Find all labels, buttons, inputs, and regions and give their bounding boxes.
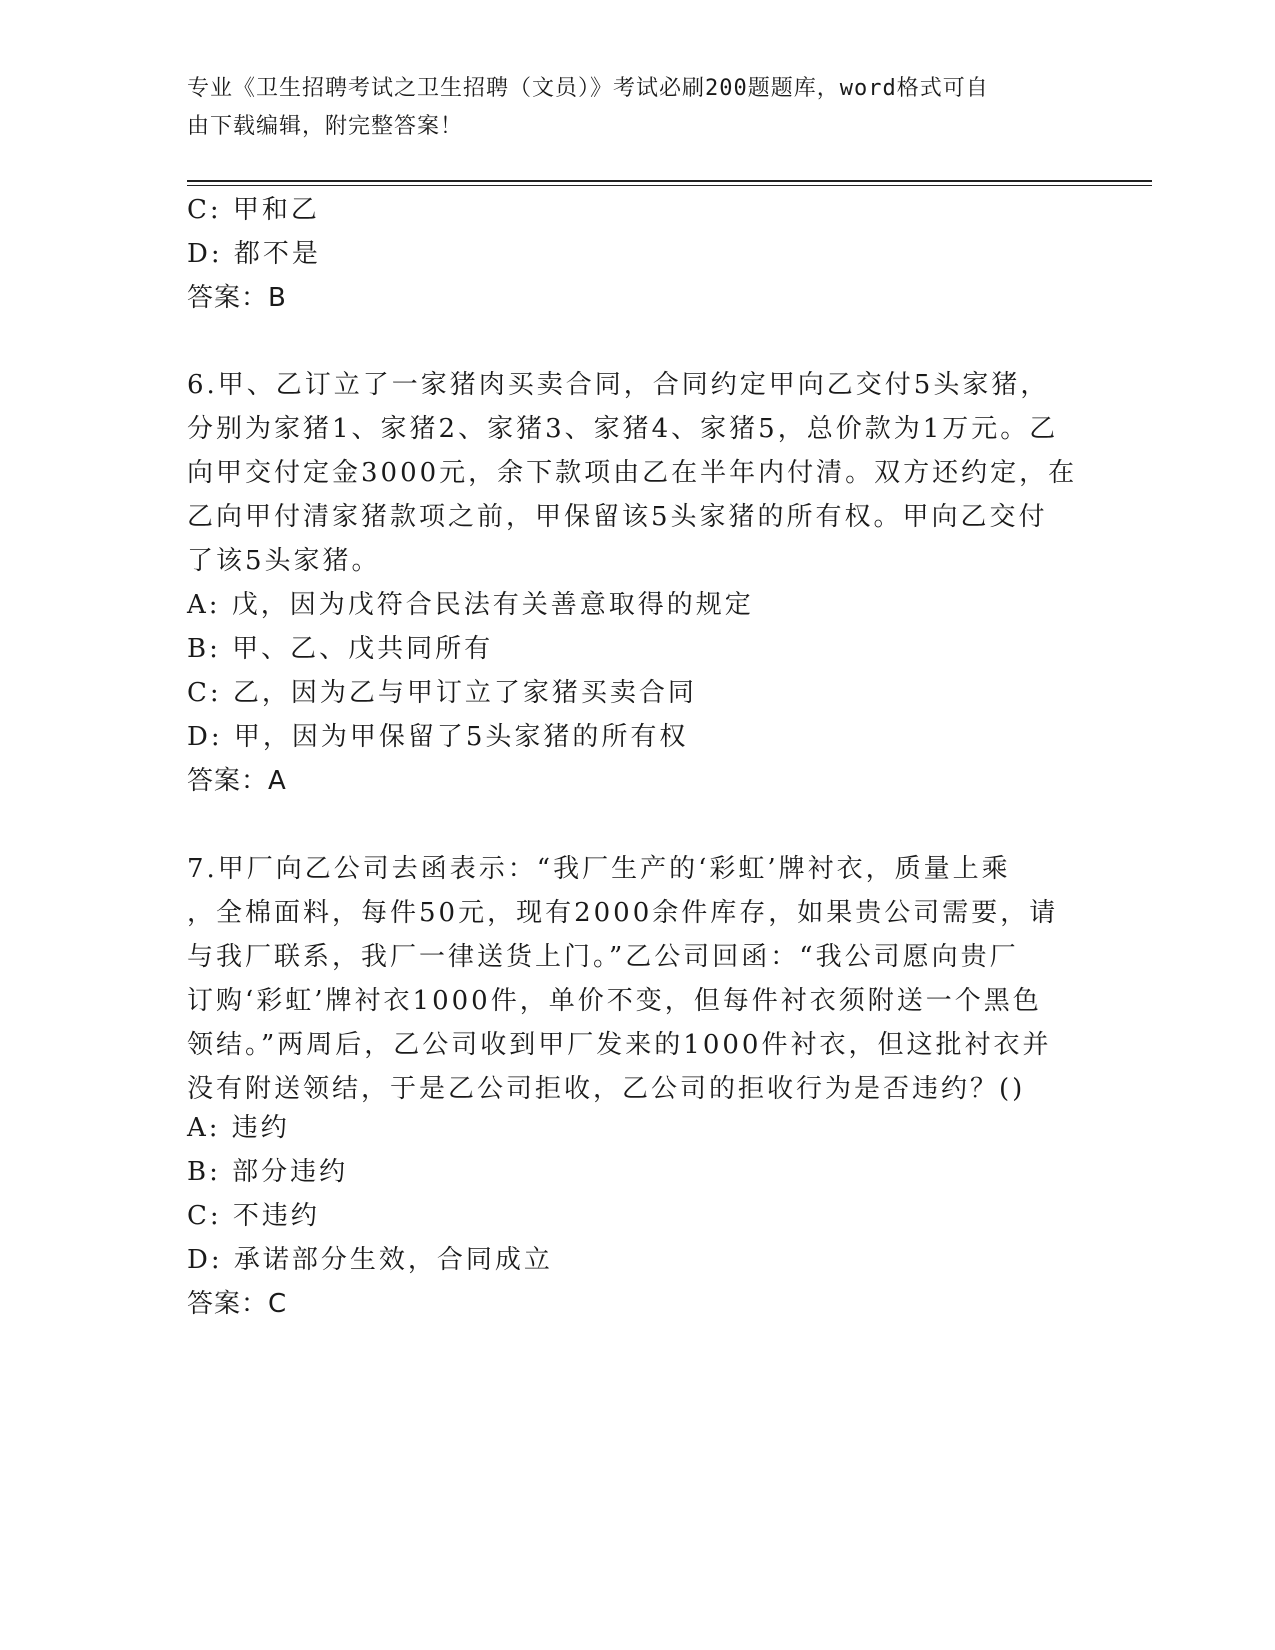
q7-stem-line-6: 没有附送领结，于是乙公司拒收，乙公司的拒收行为是否违约？() [187, 1074, 1026, 1104]
q7-option-b: B: 部分违约 [187, 1157, 349, 1187]
q7-stem-line-3: 与我厂联系，我厂一律送货上门。”乙公司回函：“我公司愿向贵厂 [187, 942, 1019, 972]
q6-answer: 答案：A [187, 766, 287, 796]
header-line-1: 专业《卫生招聘考试之卫生招聘（文员）》考试必刷200题题库，word格式可自 [187, 76, 989, 101]
q7-answer: 答案：C [187, 1289, 288, 1319]
q6-stem-line-5: 了该5头家猪。 [187, 546, 381, 576]
q7-option-d: D: 承诺部分生效，合同成立 [187, 1245, 553, 1275]
header-line-2: 由下载编辑，附完整答案！ [187, 114, 464, 139]
q6-stem-line-4: 乙向甲付清家猪款项之前，甲保留该5头家猪的所有权。甲向乙交付 [187, 502, 1048, 532]
q7-stem-line-4: 订购‘彩虹’牌衬衣1000件，单价不变，但每件衬衣须附送一个黑色 [187, 986, 1042, 1016]
q6-stem-line-2: 分别为家猪1、家猪2、家猪3、家猪4、家猪5，总价款为1万元。乙 [187, 414, 1059, 444]
prev-option-c: C: 甲和乙 [187, 195, 320, 225]
q7-stem-line-1: 7.甲厂向乙公司去函表示：“我厂生产的‘彩虹’牌衬衣，质量上乘 [187, 854, 1011, 884]
q7-option-a: A: 违约 [187, 1113, 290, 1143]
q6-option-d: D: 甲，因为甲保留了5头家猪的所有权 [187, 722, 689, 752]
prev-answer: 答案：B [187, 283, 287, 313]
q6-stem-line-3: 向甲交付定金3000元，余下款项由乙在半年内付清。双方还约定，在 [187, 458, 1078, 488]
q6-stem-line-1: 6.甲、乙订立了一家猪肉买卖合同，合同约定甲向乙交付5头家猪， [187, 370, 1050, 400]
header-divider-thick [187, 180, 1152, 182]
q6-option-c: C: 乙，因为乙与甲订立了家猪买卖合同 [187, 678, 697, 708]
q7-option-c: C: 不违约 [187, 1201, 320, 1231]
q7-stem-line-2: ，全棉面料，每件50元，现有2000余件库存，如果贵公司需要，请 [187, 898, 1059, 928]
q6-option-b: B: 甲、乙、戊共同所有 [187, 634, 494, 664]
page-header [187, 70, 1067, 146]
prev-option-d: D: 都不是 [187, 239, 321, 269]
header-divider-thin [187, 185, 1152, 186]
q7-stem-line-5: 领结。”两周后，乙公司收到甲厂发来的1000件衬衣，但这批衬衣并 [187, 1030, 1052, 1060]
q6-option-a: A: 戊，因为戊符合民法有关善意取得的规定 [187, 590, 754, 620]
